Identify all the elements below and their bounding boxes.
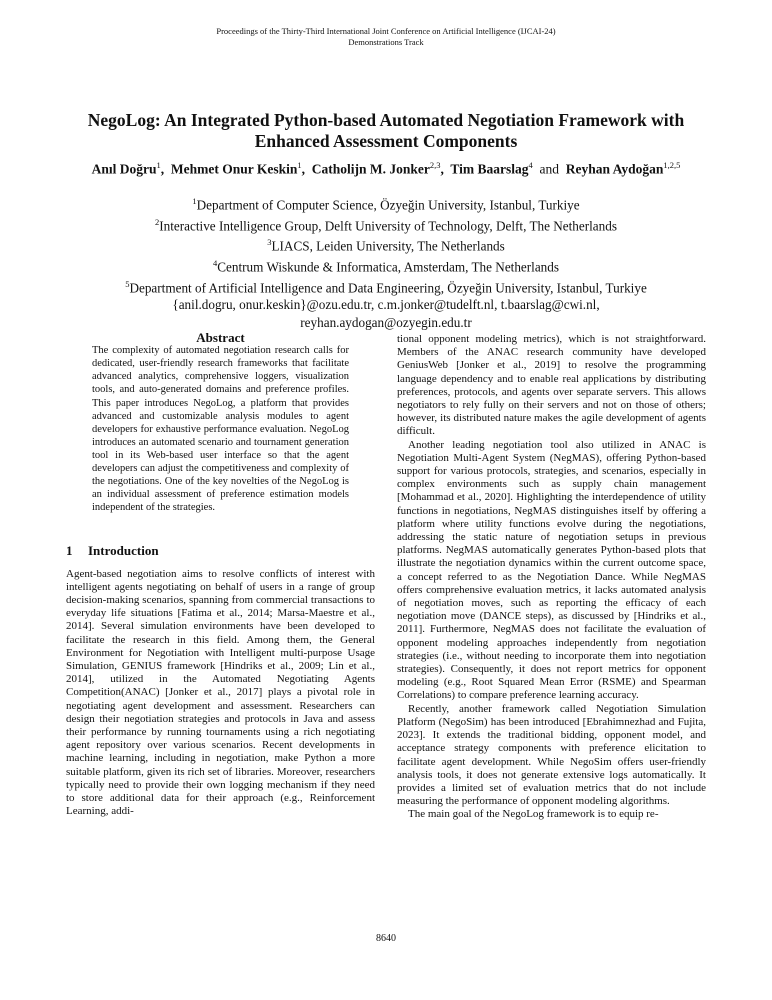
affil-text: Department of Artificial Intelligence and Data Engineering, Özyeğin University, Istanbul, Turkiye: [129, 280, 647, 296]
affiliation: [40, 255, 732, 276]
affil-mark: 3: [267, 237, 272, 248]
body-paragraph: Recently, another framework called Negotiation Simulation Platform (NegoSim) has been introduced [Ebrahimnezhad and Fujita, 2023]. It extends the traditional bidding, opponent model, and acceptance strategy components with preference elicitation to facilitate agent development. While NegoSim offers user-friendly analysis tools, it does not generate extensive logs automatically. It provides a limited set of evaluation metrics that do not include measuring the performance of opponent modeling algorithms.: [397, 702, 706, 808]
affil-mark: 2: [155, 216, 160, 227]
author-name: Mehmet Onur Keskin: [170, 161, 298, 177]
paper-title: [40, 110, 732, 152]
author-name: Anıl Doğru: [91, 161, 157, 177]
abstract-heading: Abstract: [196, 330, 245, 345]
left-column: [66, 331, 375, 818]
author-affil-mark: 1: [297, 160, 302, 170]
paper-title-line1: NegoLog: An Integrated Python-based Automated Negotiation Framework with: [87, 110, 685, 130]
affil-mark: 5: [125, 278, 130, 289]
author-name: Catholijn M. Jonker: [311, 161, 430, 177]
author-affil-mark: 4: [528, 160, 533, 170]
body-paragraph: Another leading negotiation tool also utilized in ANAC is Negotiation Multi-Agent System (NegMAS), offering Python-based support for various protocols, strategies, and scenarios, especially in complex environments such as supply chain management [Mohammad et al., 2020]. Highlighting the interdependence of utility functions in negotiations, NegMAS distinguishes itself by offering a platform where utility functions evolve during the negotiations, addressing the static nature of negotiation setups in previous platforms. NegMAS automatically generates Python-based plots that illustrate the negotiation dynamics within the current outcome space, a concept referred to as the Negotiation Dance. While NegMAS offers comprehensive evaluation metrics, it lacks automated analysis of negotiation moves, such as reporting the efficacy of each negotiation move (DANCE steps), as discussed by [Hindriks et al., 2011]. Furthermore, NegMAS does not facilitate the evaluation of opponent modeling approaches independently from negotiation strategies (i.e., without needing to incorporate them into negotiation strategies). Consequently, it does not report metrics for opponent modeling (e.g., Root Squared Mean Error (RSME) and Spearman Correlations) to compare preference learning accuracy.: [397, 438, 706, 702]
email-line: {anil.dogru, onur.keskin}@ozu.edu.tr, c.m.jonker@tudelft.nl, t.baarslag@cwi.nl,: [172, 297, 600, 313]
affiliation-list: [40, 193, 732, 331]
running-header-line2: Demonstrations Track: [348, 37, 424, 47]
right-column: [397, 333, 706, 822]
body-paragraph: The main goal of the NegoLog framework is to equip re-: [408, 808, 659, 821]
author-list: [60, 157, 712, 178]
affiliation: [40, 276, 732, 297]
affil-text: LIACS, Leiden University, The Netherlands: [271, 238, 505, 254]
page-number: 8640: [376, 933, 396, 944]
author-separator: ,: [301, 161, 305, 177]
running-header: [0, 26, 772, 48]
running-header-line1: Proceedings of the Thirty-Third International Joint Conference on Artificial Intelligence (IJCAI-24): [216, 26, 556, 36]
author-affil-mark: 1,2,5: [663, 160, 681, 170]
author-affil-mark: 1: [156, 160, 161, 170]
author-affil-mark: 2,3: [429, 160, 441, 170]
affil-text: Interactive Intelligence Group, Delft University of Technology, Delft, The Netherlands: [159, 218, 617, 234]
section-heading: [66, 544, 375, 557]
abstract-text: The complexity of automated negotiation research calls for dedicated, user-friendly research frameworks that facilitate advanced analytics, comprehensive loggers, visualization tools, and auto-generated domains and preference profiles. This paper introduces NegoLog, a platform that provides advanced and customizable analysis modules to agent developers for exhaustive performance evaluation. NegoLog introduces an automated scenario and tournament generation tool in its Web-based user interface so that the agent developers can adjust the competitiveness and complexity of the negotiations. One of the key novelties of the NegoLog is an individual assessment of preference estimation models independent of the strategies.: [92, 345, 349, 514]
body-paragraph: tional opponent modeling metrics), which is not straightforward. Members of the ANAC research community have developed GeniusWeb [Jonker et al., 2019] to resolve the programming language dependency and to enable real applications by distributing preferences, protocols, and agents over separate servers. This allows negotiators to rely fully on their servers and not on those of others; however, its distributed nature makes the agile development of agents difficult.: [397, 333, 706, 438]
affil-text: Department of Computer Science, Özyeğin University, Istanbul, Turkiye: [196, 197, 580, 213]
author-separator: ,: [440, 161, 444, 177]
affil-text: Centrum Wiskunde & Informatica, Amsterdam, The Netherlands: [217, 259, 560, 275]
email-line: reyhan.aydogan@ozyegin.edu.tr: [300, 314, 472, 330]
author-name: Tim Baarslag: [450, 161, 529, 177]
affil-mark: 4: [212, 258, 218, 269]
author-separator: ,: [160, 161, 165, 177]
body-paragraph: Agent-based negotiation aims to resolve conflicts of interest with intelligent agents negotiating on behalf of users in a range of group decision-making scenarios, spanning from commercial transactions to everyday life situations [Fatima et al., 2014; Marsa-Maestre et al., 2014]. Several simulation environments have been developed to facilitate the research in this field. Among them, the General Environment for Negotiation with Intelligent multi-purpose Usage Simulation, GENIUS framework [Hindriks et al., 2009; Lin et al., 2014], utilized in the Automated Negotiating Agents Competition(ANAC) [Jonker et al., 2017] plays a pivotal role in negotiating agent development and assessment. Researchers can design their negotiation strategies and protocols in Java and assess their performance by running tournaments using a rich negotiating agent repository over various scenarios. Recent developments in machine learning, including in negotiation, make Python a more suitable platform, given its rich set of libraries. Moreover, researchers typically need to provide their own logging mechanism if they need to store additional data for their approach (e.g., Reinforcement Learning, addi-: [66, 567, 375, 818]
affiliation: [40, 193, 732, 214]
affiliation: [40, 234, 732, 255]
paper-title-line2: Enhanced Assessment Components: [254, 131, 518, 151]
author-and: and: [539, 161, 560, 177]
affiliation: [40, 214, 732, 235]
affil-mark: 1: [192, 196, 197, 206]
section-title: Introduction: [88, 543, 159, 559]
section-number: 1: [66, 543, 73, 559]
author-name: Reyhan Aydoğan: [565, 161, 664, 177]
